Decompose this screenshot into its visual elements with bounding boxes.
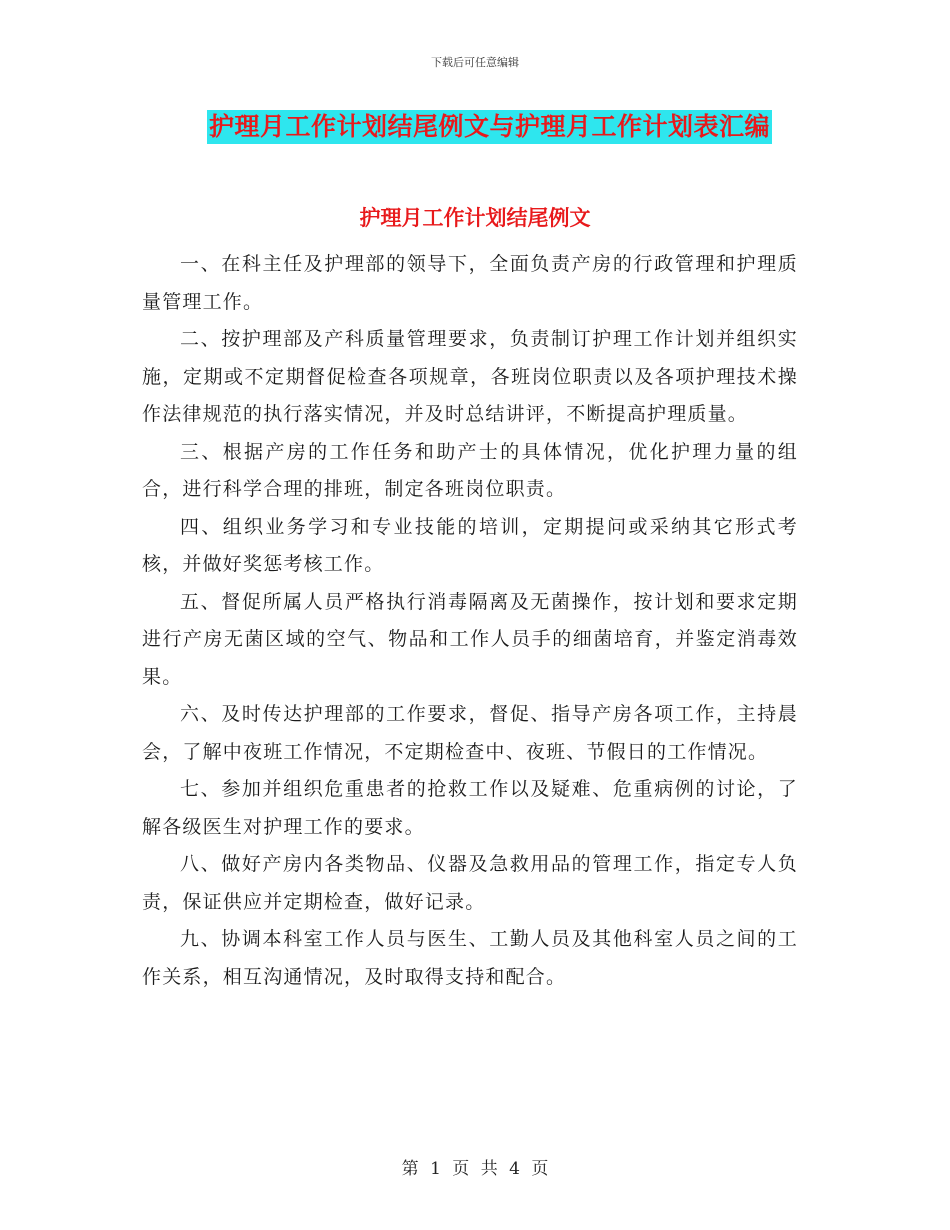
header-note: 下载后可任意编辑 — [431, 56, 519, 69]
paragraph-5: 五、督促所属人员严格执行消毒隔离及无菌操作，按计划和要求定期进行产房无菌区域的空气、物品和工作人员手的细菌培育，并鉴定消毒效果。 — [142, 590, 798, 688]
paragraph-6: 六、及时传达护理部的工作要求，督促、指导产房各项工作，主持晨会，了解中夜班工作情况，不定期检查中、夜班、节假日的工作情况。 — [142, 703, 798, 763]
paragraph-1: 一、在科主任及护理部的领导下，全面负责产房的行政管理和护理质量管理工作。 — [142, 253, 798, 313]
paragraph-3: 三、根据产房的工作任务和助产士的具体情况，优化护理力量的组合，进行科学合理的排班，制定各班岗位职责。 — [142, 440, 798, 500]
paragraph-7: 七、参加并组织危重患者的抢救工作以及疑难、危重病例的讨论，了解各级医生对护理工作的要求。 — [142, 778, 798, 838]
section-title: 护理月工作计划结尾例文 — [359, 206, 591, 230]
paragraph-8: 八、做好产房内各类物品、仪器及急救用品的管理工作，指定专人负责，保证供应并定期检查，做好记录。 — [142, 853, 798, 913]
document-body — [142, 246, 798, 996]
paragraph-4: 四、组织业务学习和专业技能的培训，定期提问或采纳其它形式考核，并做好奖惩考核工作。 — [142, 515, 798, 575]
page-footer: 第 1 页 共 4 页 — [401, 1159, 549, 1179]
paragraph-9: 九、协调本科室工作人员与医生、工勤人员及其他科室人员之间的工作关系，相互沟通情况，及时取得支持和配合。 — [142, 928, 798, 988]
document-title: 护理月工作计划结尾例文与护理月工作计划表汇编 — [207, 110, 772, 144]
paragraph-2: 二、按护理部及产科质量管理要求，负责制订护理工作计划并组织实施，定期或不定期督促检查各项规章，各班岗位职责以及各项护理技术操作法律规范的执行落实情况，并及时总结讲评，不断提高护理质量。 — [142, 328, 798, 425]
